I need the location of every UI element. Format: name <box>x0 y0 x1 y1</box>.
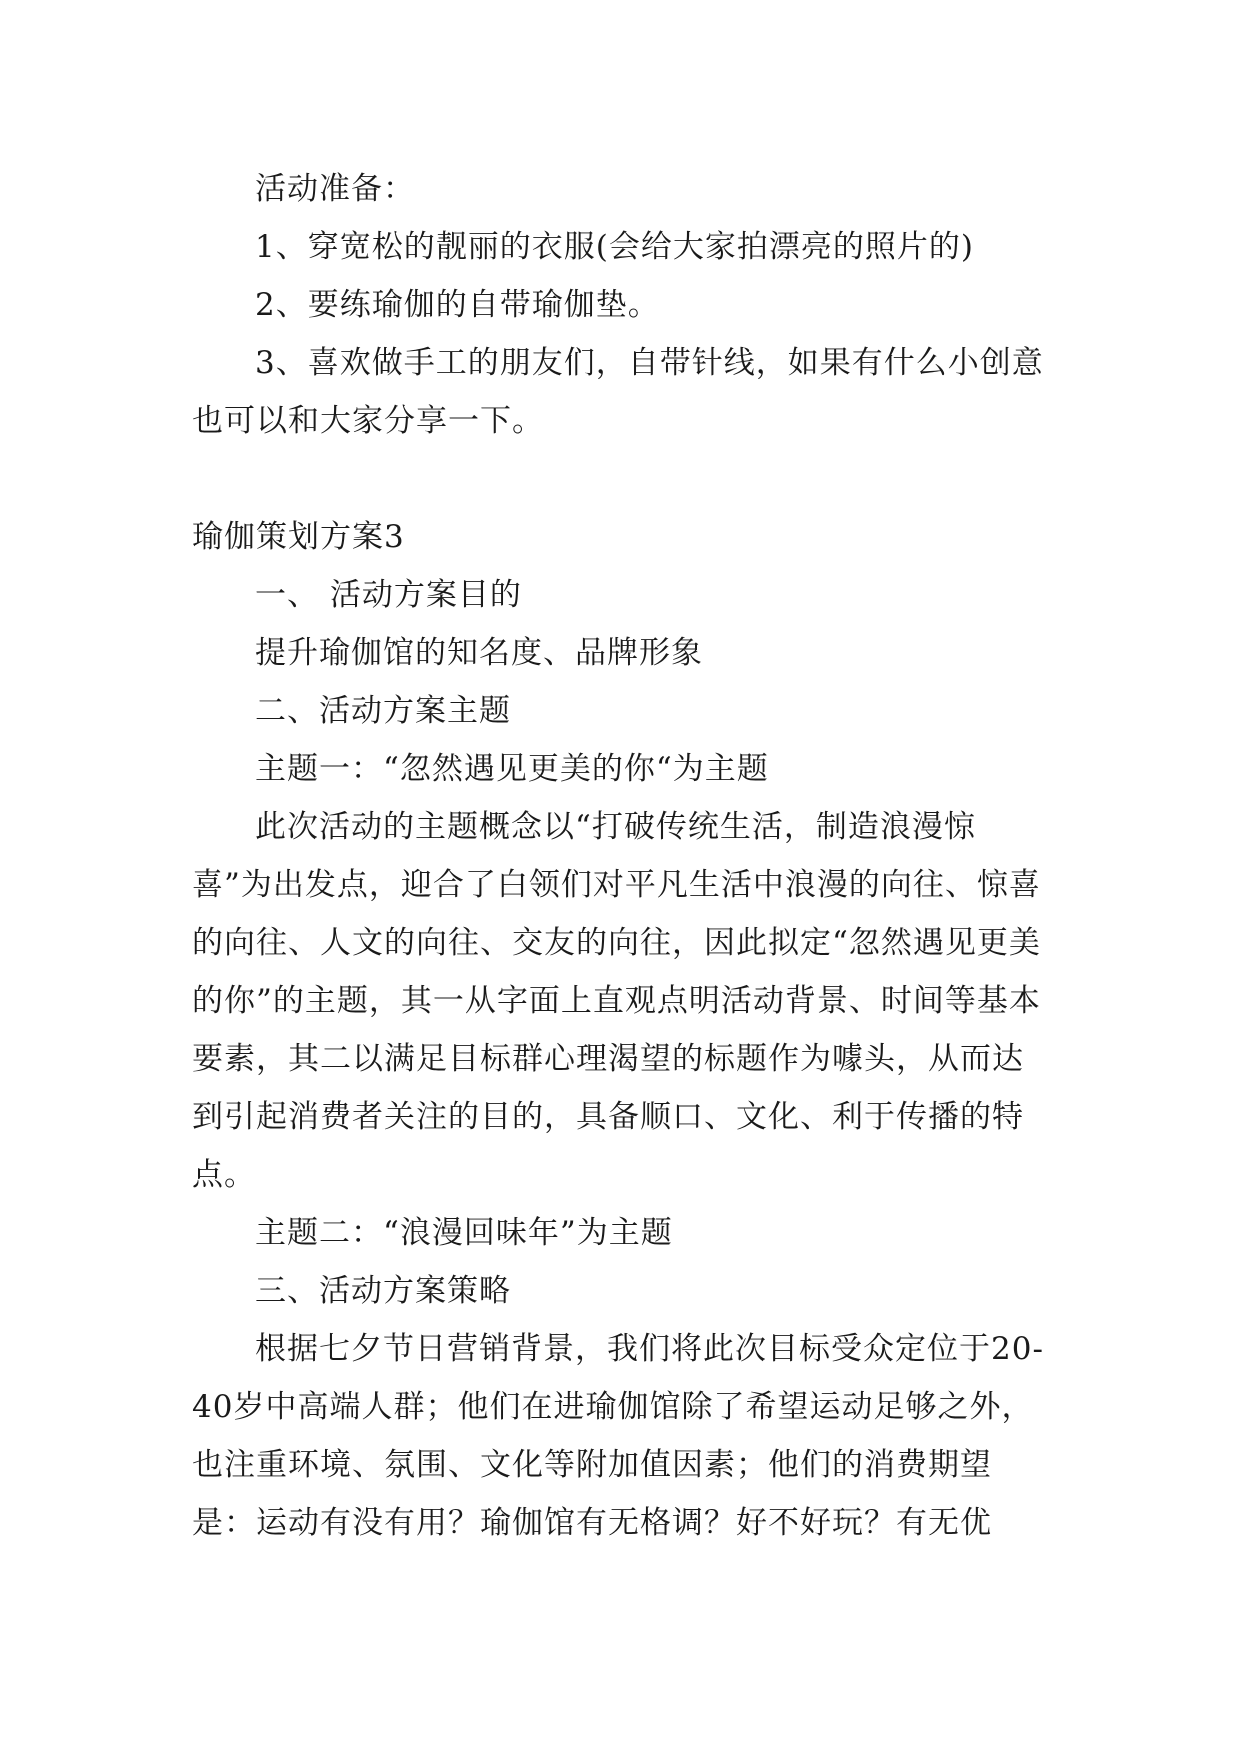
preparation-item-1: 1、穿宽松的靓丽的衣服(会给大家拍漂亮的照片的) <box>255 229 974 265</box>
heading-purpose: 一、 活动方案目的 <box>255 577 522 613</box>
preparation-label: 活动准备： <box>255 171 415 207</box>
document-body <box>192 160 1052 1552</box>
heading-strategy: 三、活动方案策略 <box>255 1273 511 1309</box>
theme-one-body: 此次活动的主题概念以“打破传统生活，制造浪漫惊喜”为出发点，迎合了白领们对平凡生活中浪漫的向往、惊喜的向往、人文的向往、交友的向往，因此拟定“忽然遇见更美的你”的主题，其一从字面上直观点明活动背景、时间等基本要素，其二以满足目标群心理渴望的标题作为噱头，从而达到引起消费者关注的目的，具备顺口、文化、利于传播的特点。 <box>192 809 1041 1193</box>
strategy-body: 根据七夕节日营销背景，我们将此次目标受众定位于20-40岁中高端人群；他们在进瑜伽馆除了希望运动足够之外，也注重环境、氛围、文化等附加值因素；他们的消费期望是：运动有没有用？瑜伽馆有无格调？好不好玩？有无优 <box>192 1331 1044 1541</box>
section-spacer <box>192 450 1052 508</box>
preparation-item-3: 3、喜欢做手工的朋友们，自带针线，如果有什么小创意也可以和大家分享一下。 <box>192 345 1044 439</box>
preparation-item-2: 2、要练瑜伽的自带瑜伽垫。 <box>255 287 660 323</box>
theme-two: 主题二：“浪漫回味年”为主题 <box>255 1215 673 1251</box>
theme-one: 主题一：“忽然遇见更美的你“为主题 <box>255 751 769 787</box>
purpose-text: 提升瑜伽馆的知名度、品牌形象 <box>255 635 703 671</box>
heading-theme: 二、活动方案主题 <box>255 693 511 729</box>
plan-title: 瑜伽策划方案3 <box>192 519 405 555</box>
